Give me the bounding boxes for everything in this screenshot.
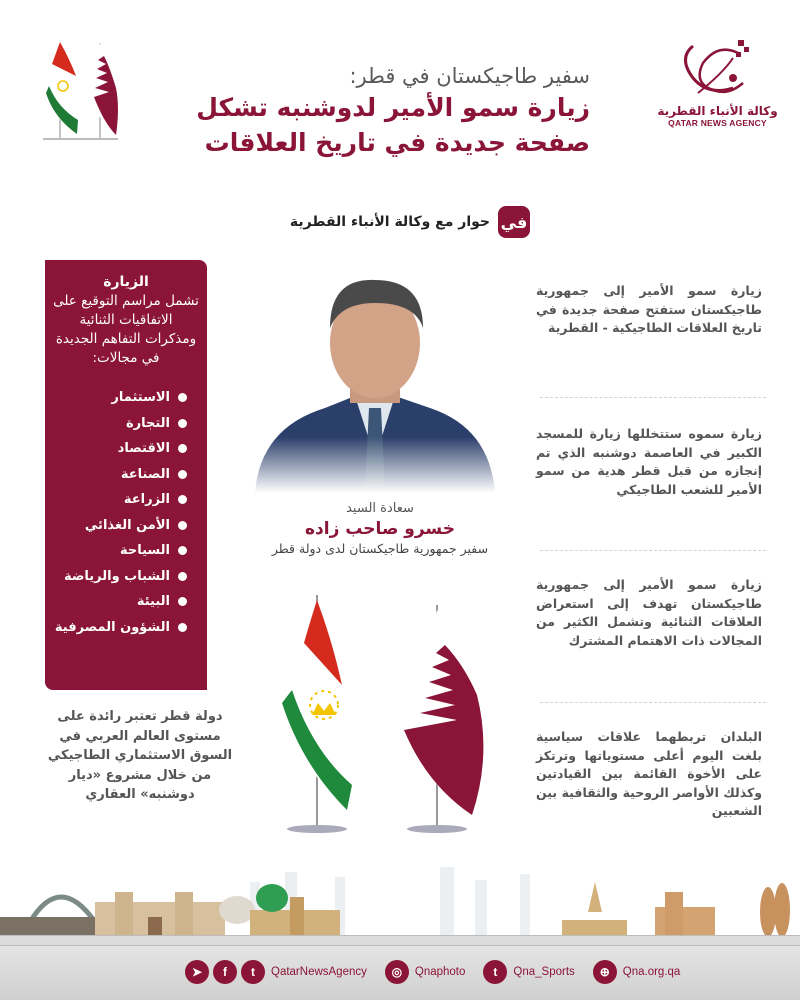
ambassador-name: خسرو صاحب زاده (305, 519, 455, 539)
bullet-icon (178, 393, 187, 402)
bullet-icon (178, 572, 187, 581)
twitter-icon[interactable]: t (483, 960, 507, 984)
list-item: الصناعة (53, 462, 187, 488)
divider (540, 702, 766, 703)
qna-orbit-logo-icon (678, 38, 758, 98)
list-item: الزراعة (53, 487, 187, 513)
divider (540, 550, 766, 551)
headline (140, 62, 590, 160)
social-handle-qnaphoto[interactable]: Qnaphoto (414, 966, 466, 978)
social-links (185, 958, 694, 986)
twitter-icon[interactable]: t (241, 960, 265, 984)
tajikistan-qatar-flags-large (262, 585, 502, 835)
key-point: البلدان تربطهما علاقات سياسية بلغت اليوم أعلى مستوياتها وترتكز على الأخوة القائمة بين القيادتين وكذلك الأواصر الروحية والثقافية بين الشعبين (536, 729, 762, 818)
list-item: الاقتصاد (53, 436, 187, 462)
bullet-icon (178, 495, 187, 504)
headline-subtitle: سفير طاجيكستان في قطر: (349, 64, 590, 88)
ambassador-portrait (245, 268, 505, 493)
social-handle-qna-sports[interactable]: Qna_Sports (513, 966, 575, 978)
agency-name-arabic: وكالة الأنباء القطرية (657, 104, 778, 118)
list-item: البيئة (53, 589, 187, 615)
tajikistan-qatar-flags-small (40, 38, 120, 144)
instagram-icon[interactable]: ◎ (385, 960, 409, 984)
ambassador-caption (230, 500, 530, 558)
agency-name-english: QATAR NEWS AGENCY (668, 118, 767, 128)
key-point: زيارة سمو الأمير إلى جمهورية طاجيكستان تهدف إلى استعراض العلاقات الثنائية وتشمل الكثير من المجالات ذات الاهتمام المشترك (536, 577, 762, 648)
bullet-icon (178, 546, 187, 555)
interview-badge: في (498, 206, 530, 238)
list-item: التجارة (53, 411, 187, 437)
visit-panel (45, 260, 207, 690)
facebook-icon[interactable]: f (213, 960, 237, 984)
social-handle-qatarnewsagency[interactable]: QatarNewsAgency (271, 966, 367, 978)
bullet-icon (178, 444, 187, 453)
list-item: الشباب والرياضة (53, 564, 187, 590)
ambassador-role: سفير جمهورية طاجيكستان لدى دولة قطر (271, 541, 489, 556)
globe-icon[interactable]: ⊕ (593, 960, 617, 984)
qna-logo (655, 38, 780, 138)
list-item: الأمن الغذائي (53, 513, 187, 539)
visit-panel-description: تشمل مراسم التوقيع على الاتفاقيات الثنائية ومذكرات التفاهم الجديدة في مجالات: (53, 293, 199, 366)
telegram-icon[interactable]: ➤ (185, 960, 209, 984)
visit-fields-list (53, 385, 199, 640)
bullet-icon (178, 470, 187, 479)
bullet-icon (178, 623, 187, 632)
bullet-icon (178, 597, 187, 606)
list-item: الشؤون المصرفية (53, 615, 187, 641)
list-item: السياحة (53, 538, 187, 564)
headline-title-line1: زيارة سمو الأمير لدوشنبه تشكل (196, 93, 590, 122)
list-item: الاستثمار (53, 385, 187, 411)
left-note: دولة قطر تعتبر رائدة على مستوى العالم العربي في السوق الاستثماري الطاجيكي من خلال مشروع «ديار دوشنبه» العقاري (47, 709, 233, 802)
divider (540, 397, 766, 398)
visit-panel-title: الزيارة (103, 274, 149, 290)
interview-text: حوار مع وكالة الأنباء القطرية (289, 214, 490, 230)
ambassador-honorific: سعادة السيد (346, 501, 414, 516)
website-link[interactable]: Qna.org.qa (622, 966, 681, 978)
bullet-icon (178, 521, 187, 530)
key-point: زيارة سموه ستتخللها زيارة للمسجد الكبير في العاصمة دوشنبه الذي تم إنجازه من قبل قطر هدية من سمو الأمير للشعب الطاجيكي (536, 426, 762, 497)
landmarks-skyline (0, 862, 800, 940)
interview-tag (240, 205, 530, 239)
bullet-icon (178, 419, 187, 428)
key-point: زيارة سمو الأمير إلى جمهورية طاجيكستان ستفتح صفحة جديدة في تاريخ العلاقات الطاجيكية - القطرية (536, 283, 762, 335)
headline-title-line2: صفحة جديدة في تاريخ العلاقات (204, 128, 590, 157)
